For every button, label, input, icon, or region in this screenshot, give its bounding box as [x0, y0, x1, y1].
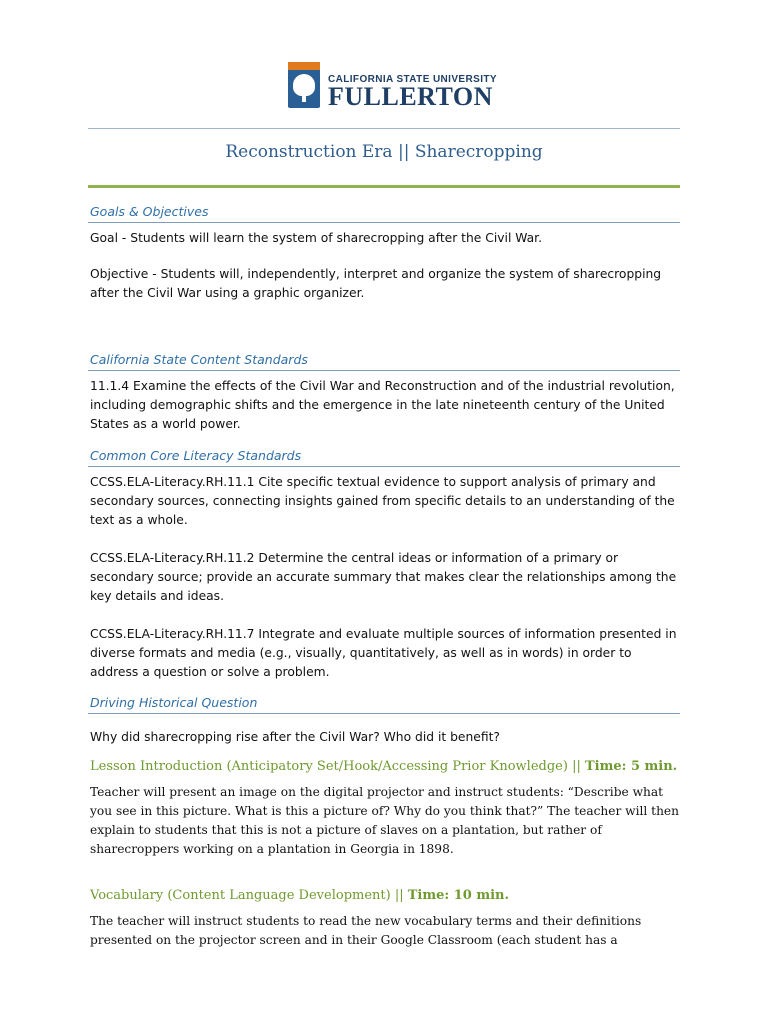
goals-heading: Goals & Objectives — [90, 204, 209, 219]
vocabulary-heading — [90, 888, 509, 903]
common-core-divider — [88, 466, 680, 467]
common-core-item: CCSS.ELA-Literacy.RH.11.7 Integrate and evaluate multiple sources of information presented in diverse formats and media (e.g., visually, quantitatively, as well as in words) in order to address a question or solve a problem. — [90, 627, 677, 679]
common-core-item: CCSS.ELA-Literacy.RH.11.2 Determine the central ideas or information of a primary or secondary source; provide an accurate summary that makes clear the relationships among the key details and ideas. — [90, 551, 677, 603]
state-standards-divider — [88, 370, 680, 371]
driving-question-divider — [88, 713, 680, 714]
state-standards-heading: California State Content Standards — [90, 352, 308, 367]
driving-question-heading: Driving Historical Question — [90, 695, 258, 710]
common-core-heading: Common Core Literacy Standards — [90, 448, 302, 463]
lesson-intro-text: Teacher will present an image on the digital projector and instruct students: “Describe what you see in this picture. What is this a picture of? Why do you think that?” The teacher will then explain to students that this is not a picture of slaves on a plantation, but rather of sharecroppers working on a plantation in Georgia in 1898. — [90, 785, 679, 856]
seal-icon — [288, 62, 320, 108]
lesson-intro-time: Time: 5 min. — [584, 759, 678, 774]
lesson-intro-title: Lesson Introduction (Anticipatory Set/Hook/Accessing Prior Knowledge) || — [90, 759, 581, 774]
page-title: Reconstruction Era || Sharecropping — [225, 142, 543, 162]
driving-question-text: Why did sharecropping rise after the Civil War? Who did it benefit? — [90, 730, 500, 744]
goals-divider — [88, 222, 680, 223]
university-logo — [288, 62, 497, 112]
title-divider — [88, 185, 680, 188]
vocabulary-title: Vocabulary (Content Language Development) || — [90, 888, 404, 903]
common-core-item: CCSS.ELA-Literacy.RH.11.1 Cite specific textual evidence to support analysis of primary and secondary sources, connecting insights gained from specific details to an understanding of the text as a whole. — [90, 475, 675, 527]
state-standards-text: 11.1.4 Examine the effects of the Civil War and Reconstruction and of the industrial revolution, including demographic shifts and the emergence in the late nineteenth century of the United States as a world power. — [90, 379, 675, 431]
header-divider — [88, 128, 680, 129]
vocabulary-text: The teacher will instruct students to read the new vocabulary terms and their definitions presented on the projector screen and in their Google Classroom (each student has a — [90, 914, 642, 947]
objective-text: Objective - Students will, independently, interpret and organize the system of sharecropping after the Civil War using a graphic organizer. — [90, 267, 662, 300]
logo-university-line: CALIFORNIA STATE UNIVERSITY — [328, 74, 497, 85]
logo-campus-line: FULLERTON — [328, 82, 493, 111]
lesson-intro-heading — [90, 759, 677, 774]
goal-text: Goal - Students will learn the system of sharecropping after the Civil War. — [90, 231, 543, 245]
vocabulary-time: Time: 10 min. — [407, 888, 510, 903]
